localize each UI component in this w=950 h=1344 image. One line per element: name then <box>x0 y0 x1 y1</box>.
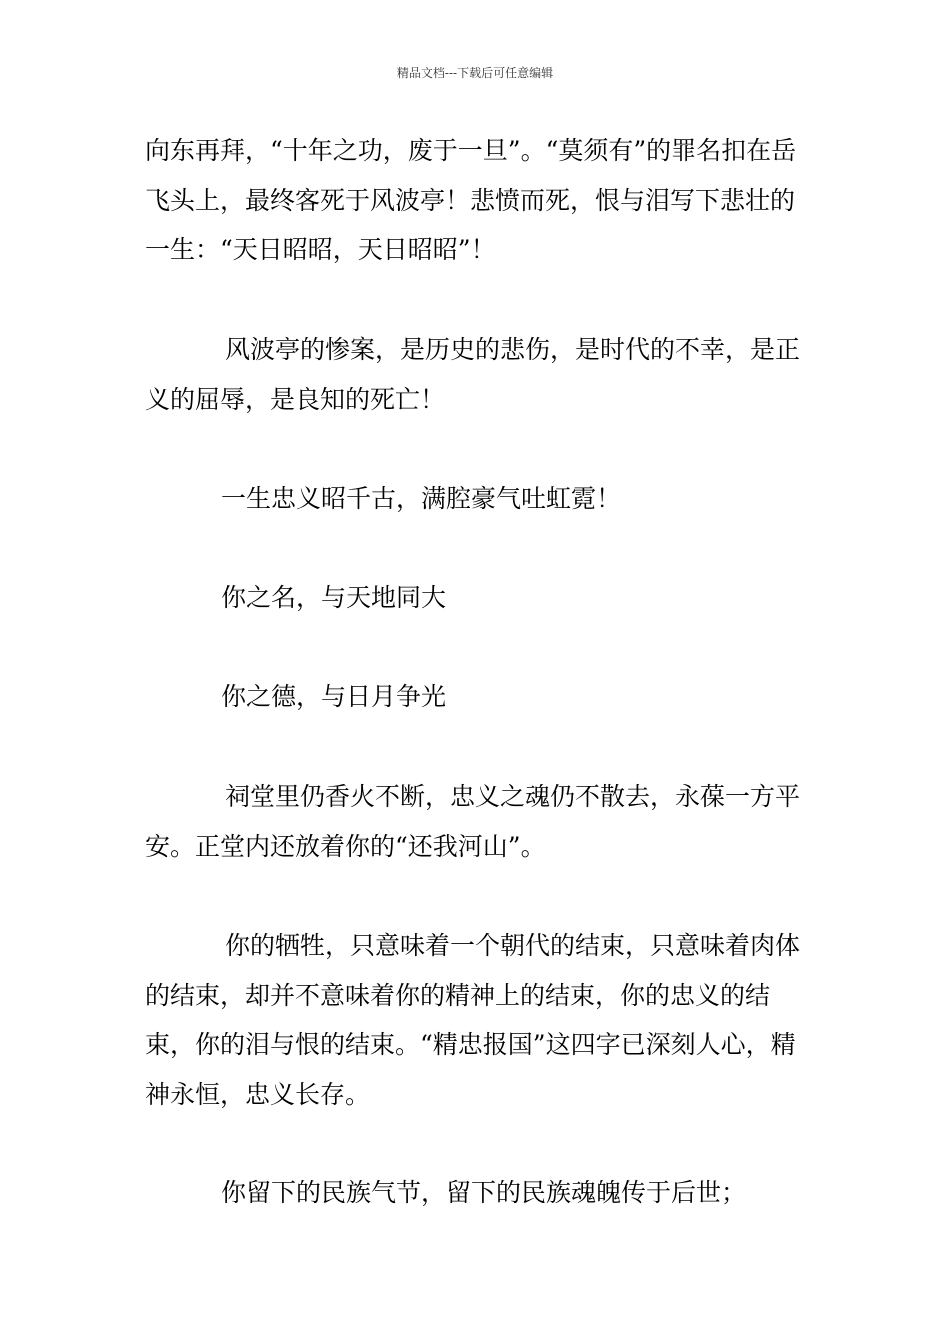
paragraph-5: 你之德，与日月争光 <box>221 682 447 711</box>
paragraph-8: 你留下的民族气节，留下的民族魂魄传于后世； <box>221 1178 747 1207</box>
paragraph-3: 一生忠义昭千古，满腔豪气吐虹霓！ <box>221 484 622 513</box>
paragraph-4: 你之名，与天地同大 <box>221 583 447 612</box>
paragraph-7: 你的牺牲，只意味着一个朝代的结束，只意味着肉体的结束，却并不意味着你的精神上的结束，你的忠义的结束，你的泪与恨的结束。“精忠报国”这四字已深刻人心，精神永恒，忠义长存。 <box>145 931 801 1109</box>
paragraph-2: 风波亭的惨案，是历史的悲伤，是时代的不幸，是正义的屈辱，是良知的死亡！ <box>145 335 801 414</box>
paragraph-6: 祠堂里仍香火不断，忠义之魂仍不散去，永葆一方平安。正堂内还放着你的“还我河山”。 <box>145 782 801 861</box>
paragraph-1: 向东再拜，“十年之功，废于一旦”。“莫须有”的罪名扣在岳飞头上，最终客死于风波亭！悲愤而死，恨与泪写下悲壮的一生：“天日昭昭，天日昭昭”！ <box>145 136 797 264</box>
page-header: 精品文档---下载后可任意编辑 <box>396 66 554 80</box>
